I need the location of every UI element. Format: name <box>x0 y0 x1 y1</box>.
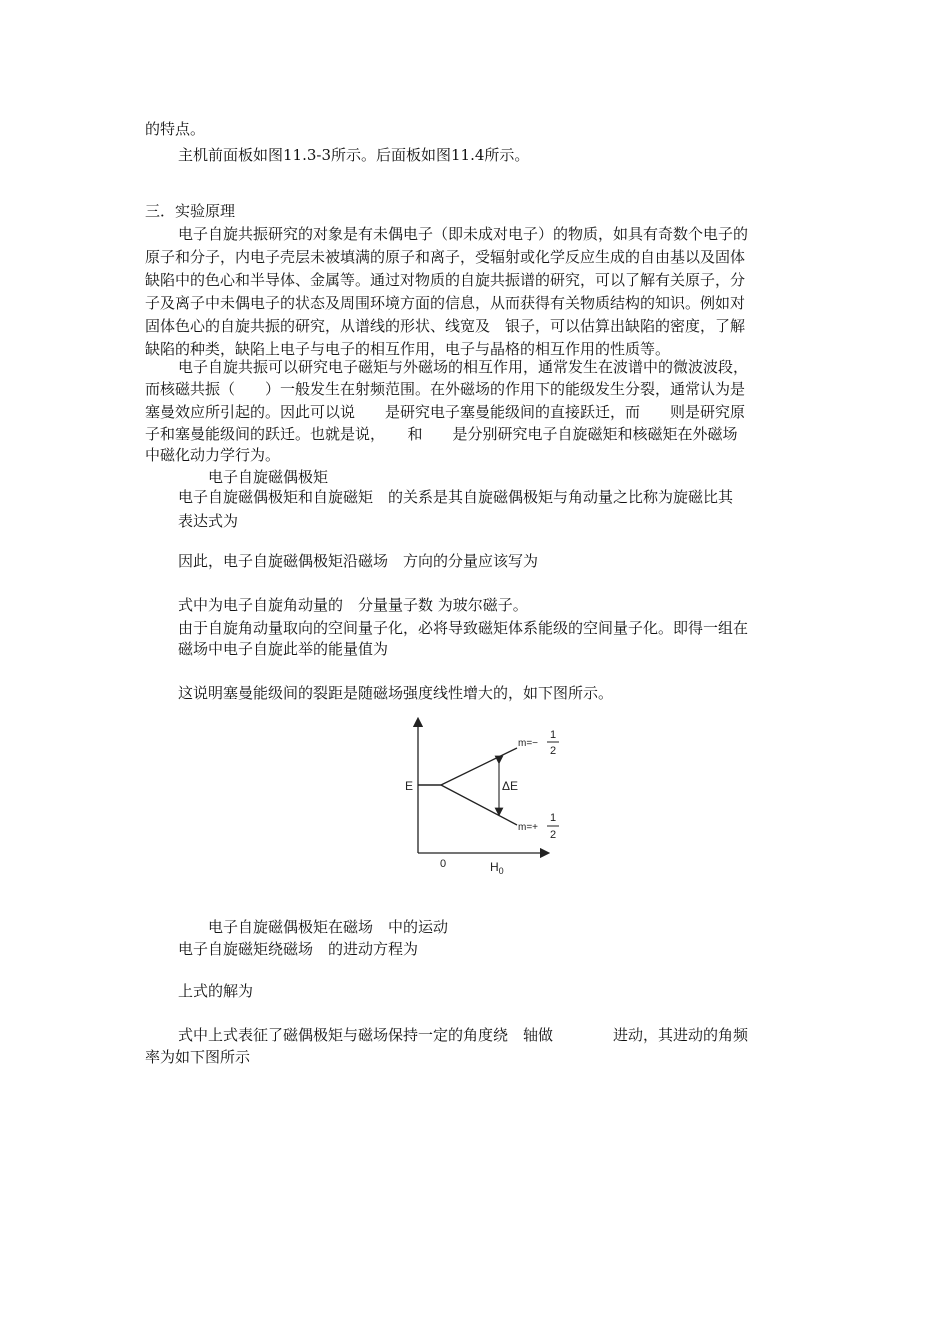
upper-frac-den: 2 <box>550 745 557 757</box>
text-line: 固体色心的自旋共振的研究，从谱线的形状、线宽及 银子，可以估算出缺陷的密度，了解 <box>145 317 746 335</box>
upper-state-label: m=− <box>518 738 539 749</box>
lower-frac-num: 1 <box>550 812 557 824</box>
text-line: 率为如下图所示 <box>145 1048 251 1066</box>
text-line: 塞曼效应所引起的。因此可以说 是研究电子塞曼能级间的直接跃迁，而 则是研究原 <box>145 403 746 421</box>
text-line: 电子自旋磁偶极矩和自旋磁矩 的关系是其自旋磁偶极矩与角动量之比称为旋磁比其 <box>178 488 734 506</box>
text-line: 中磁化动力学行为。 <box>145 446 281 464</box>
text-line: 缺陷中的色心和半导体、金属等。通过对物质的自旋共振谱的研究，可以了解有关原子，分 <box>145 271 746 289</box>
text-line: 电子自旋共振研究的对象是有未偶电子（即未成对电子）的物质，如具有奇数个电子的 <box>178 225 749 243</box>
text-line: 主机前面板如图11.3-3所示。后面板如图11.4所示。 <box>178 146 530 164</box>
zeeman-splitting-diagram <box>395 710 585 890</box>
text-line: 电子自旋共振可以研究电子磁矩与外磁场的相互作用，通常发生在波谱中的微波波段， <box>178 358 749 376</box>
text-line: 原子和分子，内电子壳层未被填满的原子和离子，受辐射或化学反应生成的自由基以及固体 <box>145 248 746 266</box>
origin-label: 0 <box>440 858 447 870</box>
upper-frac-num: 1 <box>550 729 557 741</box>
text-line: 的特点。 <box>145 120 206 138</box>
lower-frac-den: 2 <box>550 829 557 841</box>
text-line: 子及离子中未偶电子的状态及周围环境方面的信息，从而获得有关物质结构的知识。例如对 <box>145 294 746 312</box>
text-line: 因此，电子自旋磁偶极矩沿磁场 方向的分量应该写为 <box>178 552 539 570</box>
lower-state-label: m=+ <box>518 822 539 833</box>
text-line: 表达式为 <box>178 512 239 530</box>
delta-e-label: ΔE <box>502 779 519 793</box>
y-axis-label: E <box>405 779 414 793</box>
text-line: 子和塞曼能级间的跃迁。也就是说， 和 是分别研究电子自旋磁矩和核磁矩在外磁场 <box>145 425 738 443</box>
text-line: 式中为电子自旋角动量的 分量量子数 为玻尔磁子。 <box>178 596 528 614</box>
section-heading: 三．实验原理 <box>145 202 236 220</box>
subsection-heading: 电子自旋磁偶极矩在磁场 中的运动 <box>208 918 449 936</box>
text-line: 由于自旋角动量取向的空间量子化，必将导致磁矩体系能级的空间量子化。即得一组在 <box>178 619 749 637</box>
text-line: 这说明塞曼能级间的裂距是随磁场强度线性增大的，如下图所示。 <box>178 684 614 702</box>
text-line: 而核磁共振（ ）一般发生在射频范围。在外磁场的作用下的能级发生分裂，通常认为是 <box>145 380 746 398</box>
text-line: 磁场中电子自旋此举的能量值为 <box>178 640 389 658</box>
x-axis-label-sub: 0 <box>498 866 504 876</box>
text-line: 上式的解为 <box>178 982 254 1000</box>
text-line: 缺陷的种类，缺陷上电子与电子的相互作用，电子与晶格的相互作用的性质等。 <box>145 340 671 358</box>
text-line: 电子自旋磁矩绕磁场 的进动方程为 <box>178 940 419 958</box>
subsection-heading: 电子自旋磁偶极矩 <box>208 468 329 486</box>
x-axis-label-main: H <box>490 860 499 874</box>
x-axis-label <box>490 860 504 876</box>
text-line: 式中上式表征了磁偶极矩与磁场保持一定的角度绕 轴做 进动，其进动的角频 <box>178 1026 749 1044</box>
